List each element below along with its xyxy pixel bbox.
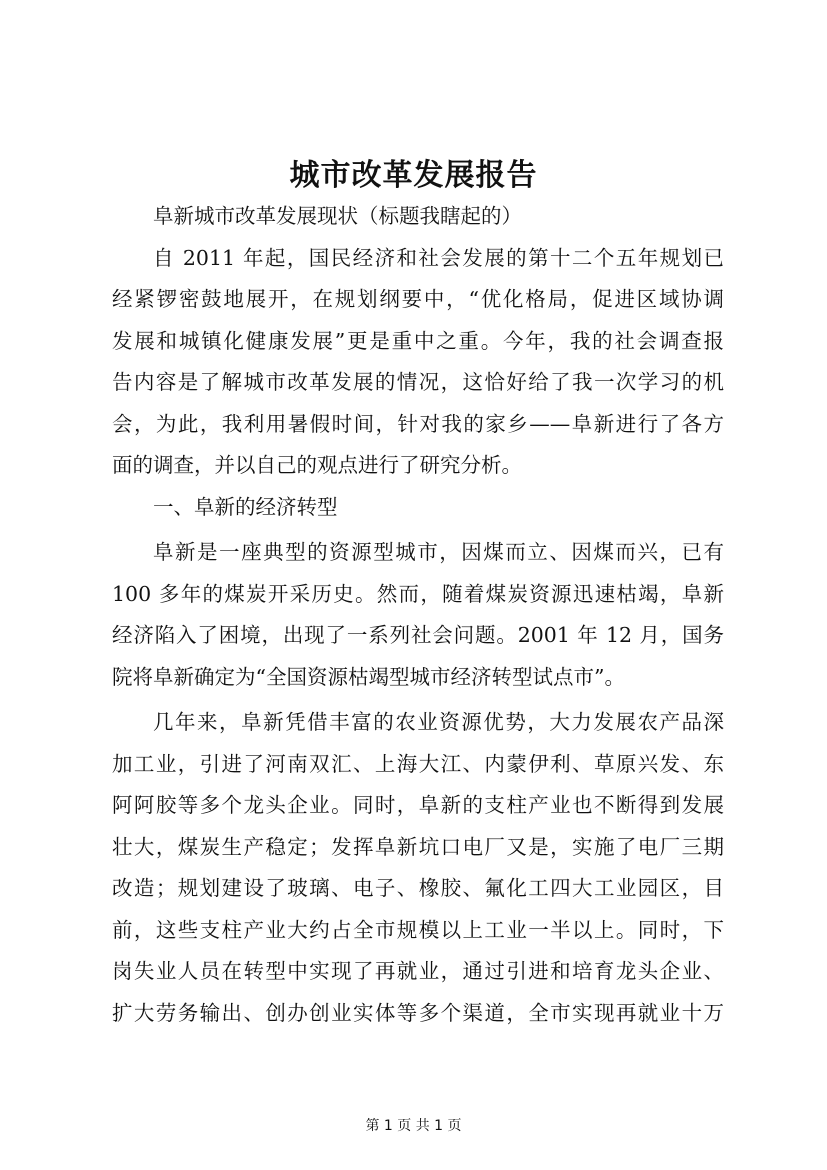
paragraph-line: 壮大，煤炭生产稳定；发挥阜新坑口电厂又是，实施了电厂三期	[112, 834, 724, 859]
paragraph-line: 阜新是一座典型的资源型城市，因煤而立、因煤而兴，已有	[153, 540, 724, 564]
paragraph-line: 100 多年的煤炭开采历史。然而，随着煤炭资源迅速枯竭，阜新	[112, 581, 724, 606]
paragraph-line: 改造；规划建设了玻璃、电子、橡胶、氟化工四大工业园区，目	[112, 876, 724, 900]
paragraph-line: 告内容是了解城市改革发展的情况，这恰好给了我一次学习的机	[112, 370, 724, 394]
document-body	[112, 196, 724, 1034]
paragraph-line: 阜新城市改革发展现状（标题我瞎起的）	[153, 204, 522, 228]
page-footer: 第 1 页 共 1 页	[365, 1118, 462, 1134]
paragraph-line: 扩大劳务输出、创办创业实体等多个渠道，全市实现再就业十万	[112, 1000, 724, 1025]
section-heading: 一、阜新的经济转型	[153, 494, 338, 519]
paragraph-line: 院将阜新确定为“全国资源枯竭型城市经济转型试点市”。	[112, 664, 625, 689]
paragraph-line: 几年来，阜新凭借丰富的农业资源优势，大力发展农产品深	[153, 710, 724, 734]
paragraph-line: 会，为此，我利用暑假时间，针对我的家乡——阜新进行了各方	[112, 411, 724, 436]
paragraph-line: 阿阿胶等多个龙头企业。同时，阜新的支柱产业也不断得到发展	[112, 793, 724, 817]
paragraph-line: 经济陷入了困境，出现了一系列社会问题。2001 年 12 月，国务	[112, 623, 724, 647]
paragraph-line: 加工业，引进了河南双汇、上海大江、内蒙伊利、草原兴发、东	[112, 751, 724, 776]
paragraph-line: 经紧锣密鼓地展开，在规划纲要中，“优化格局，促进区域协调	[112, 287, 724, 311]
paragraph-line: 面的调查，并以自己的观点进行了研究分析。	[112, 453, 522, 477]
paragraph-line: 前，这些支柱产业大约占全市规模以上工业一半以上。同时，下	[112, 917, 724, 942]
document-title: 城市改革发展报告	[289, 158, 538, 193]
paragraph-line: 自 2011 年起，国民经济和社会发展的第十二个五年规划已	[153, 245, 724, 270]
paragraph-line: 岗失业人员在转型中实现了再就业，通过引进和培育龙头企业、	[112, 959, 724, 983]
paragraph-line: 发展和城镇化健康发展”更是重中之重。今年，我的社会调查报	[112, 328, 724, 353]
